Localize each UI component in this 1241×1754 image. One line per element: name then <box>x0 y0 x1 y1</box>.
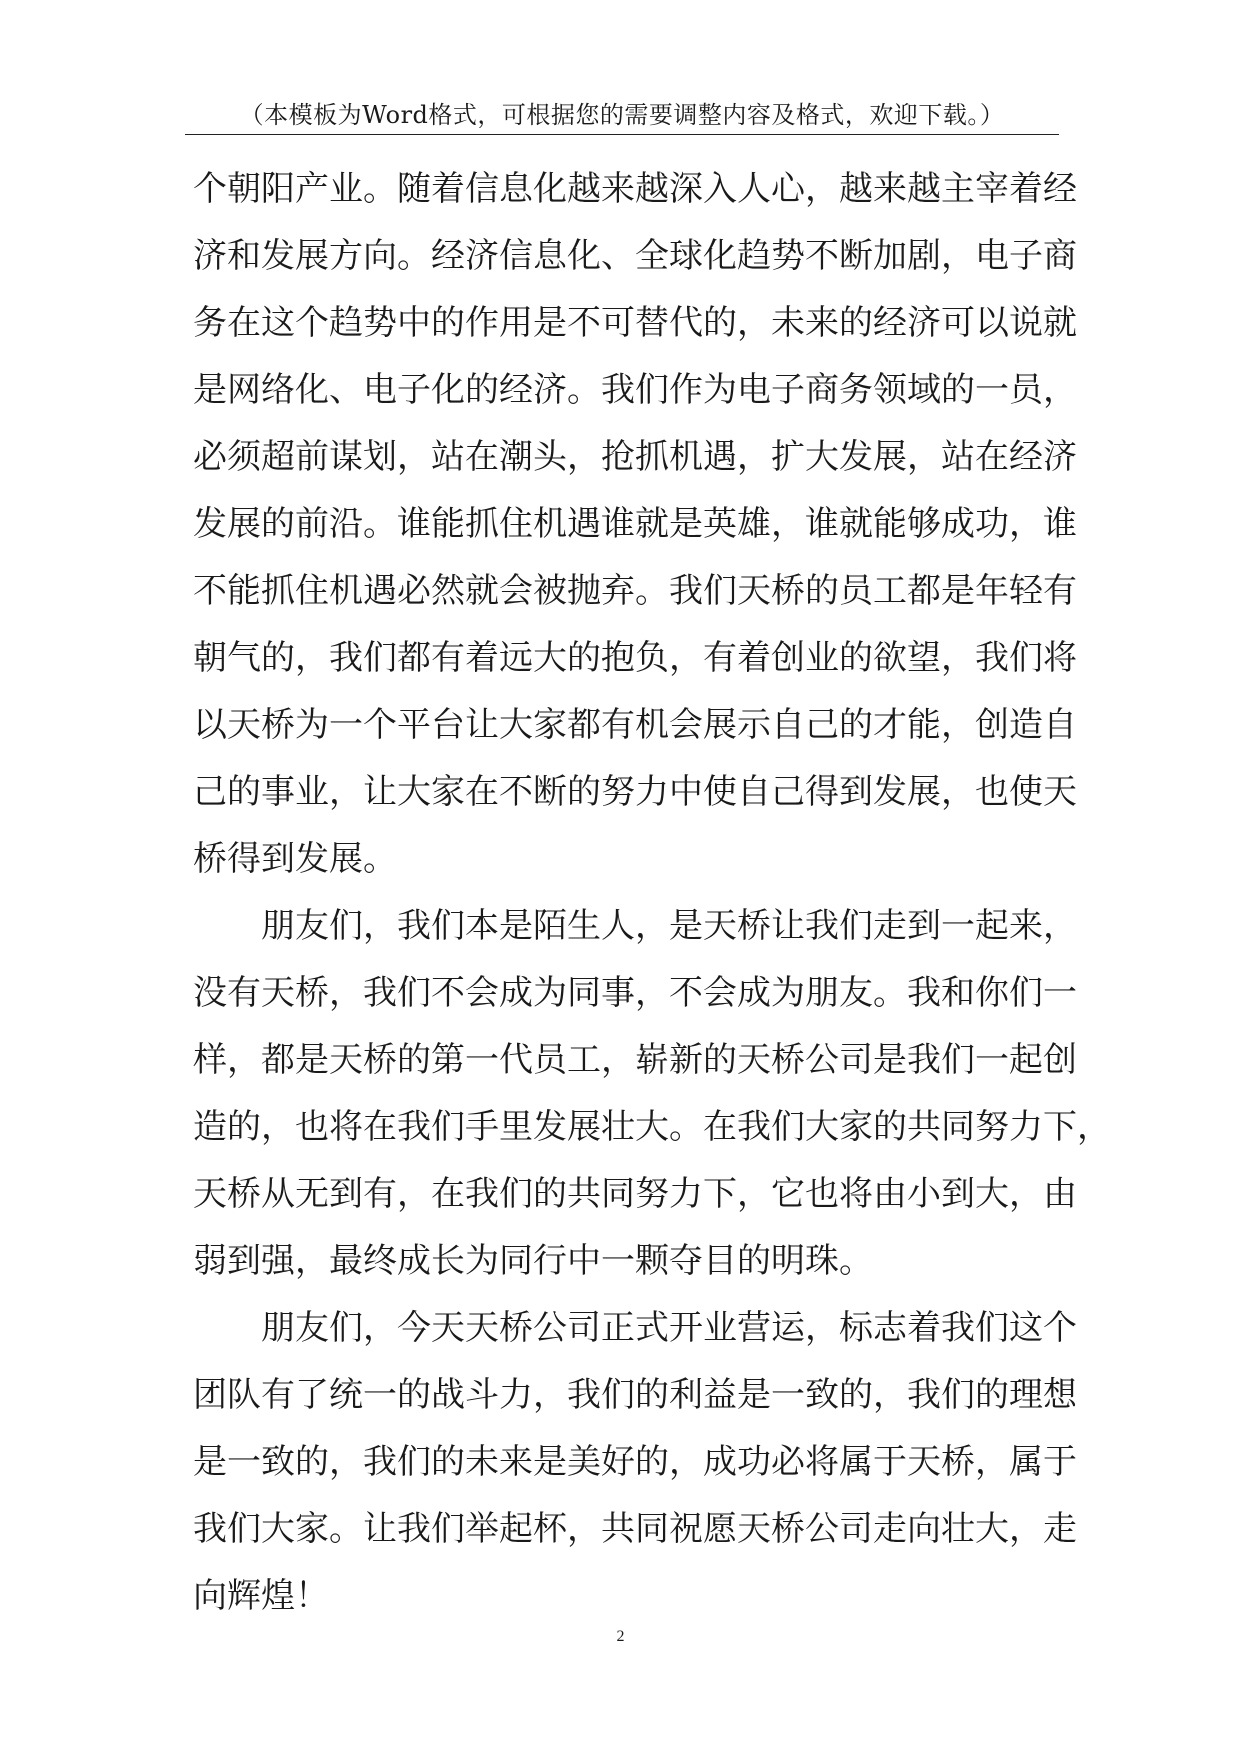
text-line: 我们大家。让我们举起杯，共同祝愿天桥公司走向壮大，走 <box>193 1509 1077 1549</box>
header-note: （本模板为Word格式，可根据您的需要调整内容及格式，欢迎下载。） <box>239 101 1005 129</box>
text-line: 个朝阳产业。随着信息化越来越深入人心，越来越主宰着经 <box>193 169 1077 209</box>
text-line: 必须超前谋划，站在潮头，抢抓机遇，扩大发展，站在经济 <box>193 437 1077 477</box>
text-line: 以天桥为一个平台让大家都有机会展示自己的才能，创造自 <box>193 705 1077 745</box>
text-line: 是网络化、电子化的经济。我们作为电子商务领域的一员， <box>193 370 1077 410</box>
text-line: 朝气的，我们都有着远大的抱负，有着创业的欲望，我们将 <box>193 638 1077 678</box>
page-number: 2 <box>616 1628 625 1645</box>
text-line: 不能抓住机遇必然就会被抛弃。我们天桥的员工都是年轻有 <box>193 571 1077 611</box>
text-line: 桥得到发展。 <box>193 839 397 879</box>
text-line: 发展的前沿。谁能抓住机遇谁就是英雄，谁就能够成功，谁 <box>193 504 1077 544</box>
text-line: 团队有了统一的战斗力，我们的利益是一致的，我们的理想 <box>193 1375 1077 1415</box>
document-body <box>193 156 1111 1630</box>
paragraph-first-line: 朋友们，我们本是陌生人，是天桥让我们走到一起来， <box>261 906 1077 946</box>
text-line: 务在这个趋势中的作用是不可替代的，未来的经济可以说就 <box>193 303 1077 343</box>
text-line: 是一致的，我们的未来是美好的，成功必将属于天桥，属于 <box>193 1442 1077 1482</box>
text-line: 天桥从无到有，在我们的共同努力下，它也将由小到大，由 <box>193 1174 1077 1214</box>
text-line: 造的，也将在我们手里发展壮大。在我们大家的共同努力下， <box>193 1107 1111 1147</box>
text-line: 没有天桥，我们不会成为同事，不会成为朋友。我和你们一 <box>193 973 1077 1013</box>
text-line: 向辉煌！ <box>193 1576 329 1616</box>
header-divider <box>185 134 1059 135</box>
text-line: 己的事业，让大家在不断的努力中使自己得到发展，也使天 <box>193 772 1077 812</box>
paragraph-first-line: 朋友们，今天天桥公司正式开业营运，标志着我们这个 <box>261 1308 1077 1348</box>
text-line: 弱到强，最终成长为同行中一颗夺目的明珠。 <box>193 1241 873 1281</box>
text-line: 济和发展方向。经济信息化、全球化趋势不断加剧，电子商 <box>193 236 1077 276</box>
text-line: 样，都是天桥的第一代员工，崭新的天桥公司是我们一起创 <box>193 1040 1077 1080</box>
